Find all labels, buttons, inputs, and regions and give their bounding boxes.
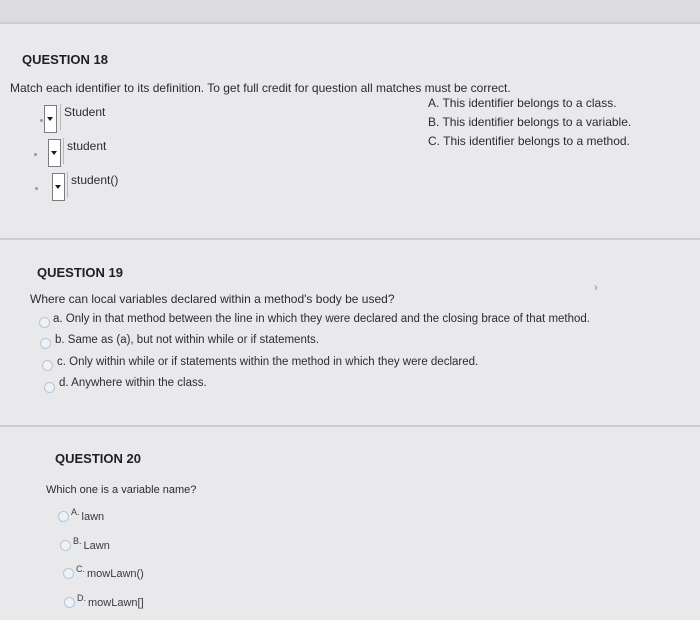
q18-identifier-1: Student: [60, 104, 105, 130]
separator-q19-q20: [0, 425, 700, 427]
q18-select-2[interactable]: [48, 139, 61, 167]
q19-radio-d[interactable]: [44, 382, 55, 393]
q20-option-b: [73, 536, 110, 552]
q20-option-c-text: mowLawn(): [87, 568, 144, 580]
q20-radio-a[interactable]: [58, 511, 69, 522]
q19-radio-a[interactable]: [39, 317, 50, 328]
q20-heading: QUESTION 20: [55, 451, 141, 466]
q20-option-a-text: lawn: [81, 511, 105, 523]
q18-row3-bullet: [35, 187, 38, 190]
q19-radio-b[interactable]: [40, 338, 51, 349]
separator-top: [0, 22, 700, 24]
q18-select-3[interactable]: [52, 173, 65, 201]
separator-q18-q19: [0, 238, 700, 240]
q18-definition-a: A. This identifier belongs to a class.: [428, 96, 617, 110]
q20-option-d: [77, 593, 144, 609]
q20-option-d-letter: D.: [77, 593, 86, 603]
q20-option-b-letter: B.: [73, 536, 82, 546]
q19-prompt: Where can local variables declared within a method's body be used?: [30, 292, 395, 306]
q18-row1-bullet: [40, 119, 43, 122]
q19-option-d: d. Anywhere within the class.: [59, 377, 207, 389]
q18-definition-b: B. This identifier belongs to a variable.: [428, 115, 632, 129]
chevron-down-icon: [55, 185, 61, 189]
q20-option-d-text: mowLawn[]: [88, 597, 144, 609]
q18-definition-c: C. This identifier belongs to a method.: [428, 134, 630, 148]
top-band: [0, 0, 700, 22]
q20-option-a-letter: A.: [71, 507, 80, 517]
q20-radio-c[interactable]: [63, 568, 74, 579]
q18-row2-bullet: [34, 153, 37, 156]
q18-select-1[interactable]: [44, 105, 57, 133]
q18-heading: QUESTION 18: [22, 52, 108, 67]
cursor-icon: ›: [594, 282, 598, 294]
chevron-down-icon: [51, 151, 57, 155]
q19-radio-c[interactable]: [42, 360, 53, 371]
q19-option-c: c. Only within while or if statements within the method in which they were declared.: [57, 356, 479, 368]
q20-radio-b[interactable]: [60, 540, 71, 551]
q20-option-b-text: Lawn: [83, 540, 110, 552]
q20-prompt: Which one is a variable name?: [46, 484, 197, 496]
q19-option-a: a. Only in that method between the line in which they were declared and the closing brace of that method.: [53, 313, 590, 325]
q20-option-c: [76, 564, 144, 580]
q20-option-c-letter: C.: [76, 564, 85, 574]
q20-option-a: [71, 507, 104, 523]
chevron-down-icon: [47, 117, 53, 121]
q18-prompt: Match each identifier to its definition. To get full credit for question all matches must be correct.: [10, 81, 511, 95]
q18-identifier-2: student: [63, 138, 106, 164]
q20-radio-d[interactable]: [64, 597, 75, 608]
q18-identifier-3: student(): [67, 172, 118, 198]
q19-heading: QUESTION 19: [37, 265, 123, 280]
q19-option-b: b. Same as (a), but not within while or if statements.: [55, 334, 319, 346]
